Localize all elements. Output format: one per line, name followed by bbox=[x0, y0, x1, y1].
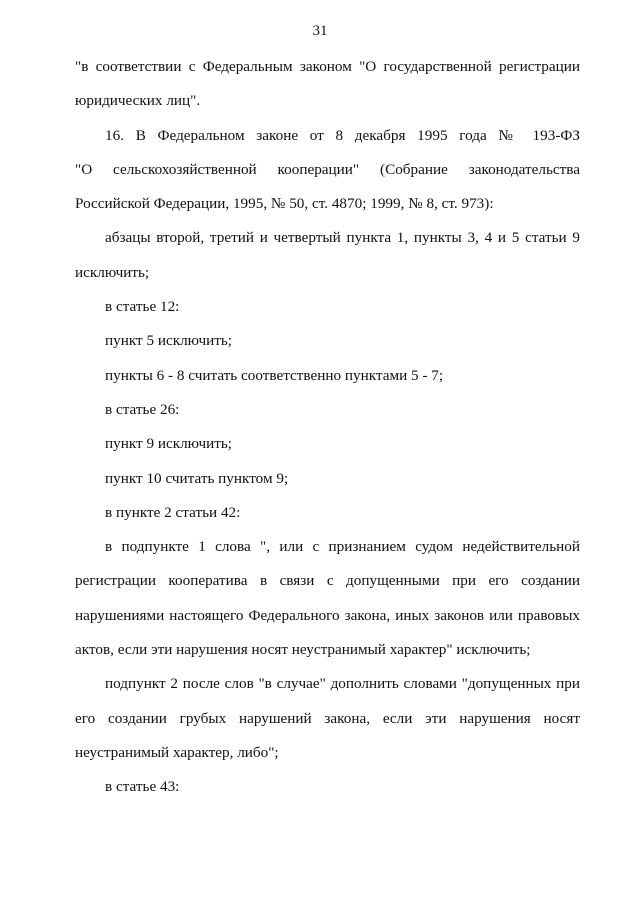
page-number: 31 bbox=[312, 23, 328, 39]
text-line: Российской Федерации, 1995, № 50, ст. 4870; 1999, № 8, ст. 973): bbox=[75, 195, 494, 213]
text-line: неустранимый характер, либо"; bbox=[75, 743, 279, 761]
paragraph-continuation bbox=[75, 50, 580, 119]
paragraph-article-43: в статье 43: bbox=[105, 778, 180, 796]
paragraph-article-9 bbox=[75, 221, 580, 290]
paragraph-article-42: в пункте 2 статьи 42: bbox=[105, 503, 241, 521]
text-line: регистрации кооператива в связи с допущенными при его создании bbox=[75, 572, 580, 590]
text-line: "в соответствии с Федеральным законом "О государственной регистрации bbox=[75, 58, 580, 75]
document-body bbox=[75, 50, 580, 805]
paragraph-article-12: в статье 12: bbox=[105, 298, 180, 316]
paragraph-items-6-8: пункты 6 - 8 считать соответственно пунктами 5 - 7; bbox=[105, 366, 444, 384]
paragraph-item-16 bbox=[75, 119, 580, 222]
paragraph-article-26: в статье 26: bbox=[105, 400, 180, 418]
paragraph-item-5: пункт 5 исключить; bbox=[105, 332, 232, 350]
paragraph-subitem-1 bbox=[75, 530, 580, 667]
text-line: "О сельскохозяйственной кооперации" (Собрание законодательства bbox=[75, 160, 580, 178]
text-line: актов, если эти нарушения носят неустранимый характер" исключить; bbox=[75, 641, 531, 659]
paragraph-item-10: пункт 10 считать пунктом 9; bbox=[105, 469, 289, 487]
text-line: 16. В Федеральном законе от 8 декабря 1995 года № 193-ФЗ bbox=[105, 126, 580, 144]
text-line: его создании грубых нарушений закона, если эти нарушения носят bbox=[75, 709, 580, 727]
paragraph-item-9: пункт 9 исключить; bbox=[105, 435, 232, 453]
text-line: в подпункте 1 слова ", или с признанием судом недействительной bbox=[105, 538, 580, 556]
text-line: подпункт 2 после слов "в случае" дополнить словами "допущенных при bbox=[105, 675, 580, 693]
text-line: юридических лиц". bbox=[75, 92, 201, 110]
text-line: исключить; bbox=[75, 263, 150, 281]
paragraph-subitem-2 bbox=[75, 667, 580, 770]
text-line: абзацы второй, третий и четвертый пункта 1, пункты 3, 4 и 5 статьи 9 bbox=[105, 229, 580, 247]
text-line: нарушениями настоящего Федерального закона, иных законов или правовых bbox=[75, 606, 580, 624]
